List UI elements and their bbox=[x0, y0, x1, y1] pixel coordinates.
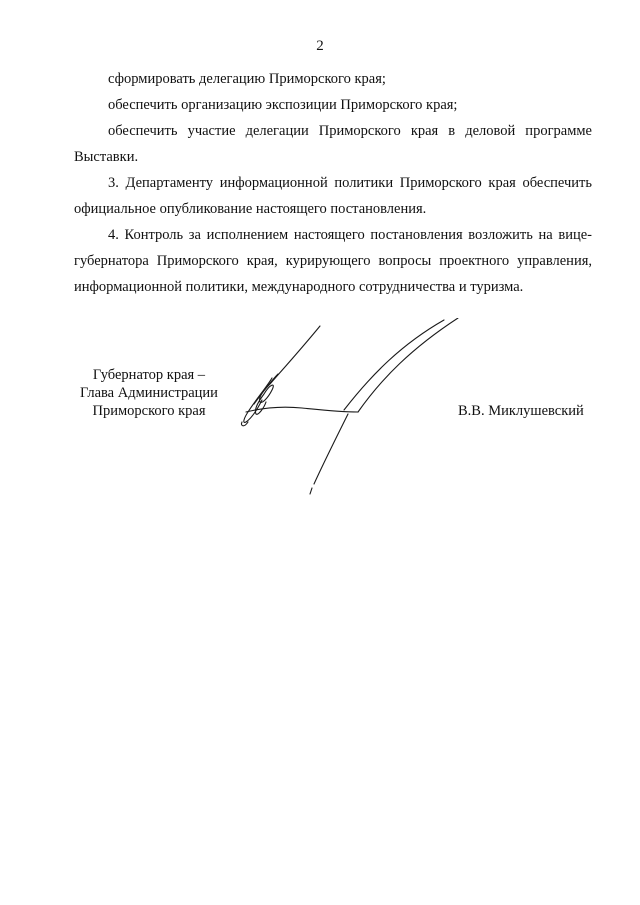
paragraph-item-3: 3. Департаменту информационной политики Приморского края обеспечить официальное опубликование настоящего постановления. bbox=[74, 175, 592, 217]
paragraph-business-program: обеспечить участие делегации Приморского края в деловой программе Выставки. bbox=[74, 123, 592, 165]
page-number: 2 bbox=[316, 38, 324, 54]
signatory-title-line-1: Губернатор края – bbox=[92, 367, 206, 383]
signatory-title-line-3: Приморского края bbox=[92, 403, 206, 419]
signatory-title bbox=[70, 366, 228, 420]
paragraph-item-4: 4. Контроль за исполнением настоящего постановления возложить на вице-губернатора Приморского края, курирующего вопросы проектного управления, информационной политики, международного сотрудничества и туризма. bbox=[74, 227, 592, 295]
document-body bbox=[74, 66, 592, 300]
signatory-name: В.В. Миклушевский bbox=[458, 403, 584, 419]
paragraph-exposition: обеспечить организацию экспозиции Приморского края; bbox=[108, 97, 458, 113]
handwritten-signature-icon bbox=[232, 318, 472, 498]
signatory-title-line-2: Глава Администрации bbox=[80, 385, 218, 401]
paragraph-form-delegation: сформировать делегацию Приморского края; bbox=[108, 71, 386, 87]
